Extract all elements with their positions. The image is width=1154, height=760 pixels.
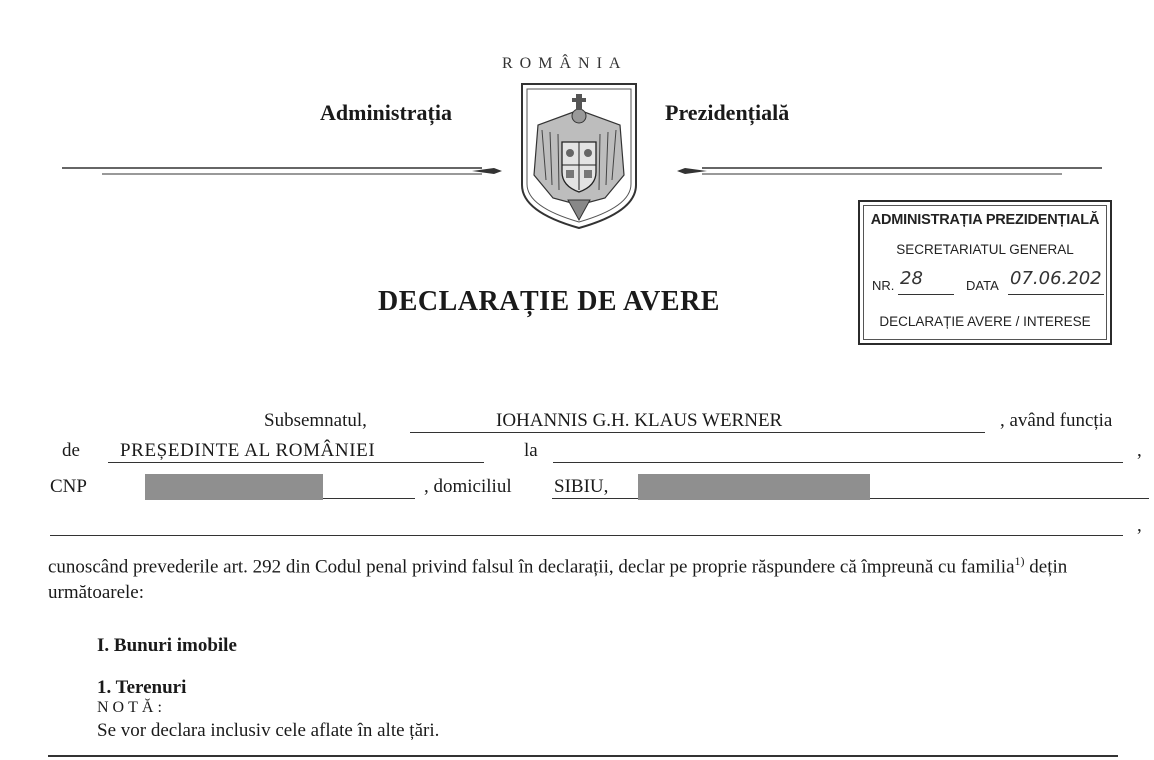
stamp-declaration-type: DECLARAȚIE AVERE / INTERESE — [879, 314, 1091, 329]
stamp-date-underline — [1008, 294, 1104, 295]
workplace-field — [553, 440, 1123, 463]
institution-name-left: Administrația — [320, 100, 452, 125]
country-heading: ROMÂNIA — [502, 55, 628, 72]
domiciliul-label: , domiciliul — [424, 476, 512, 497]
address-continuation-line — [50, 535, 1123, 536]
document-title: DECLARAȚIE DE AVERE — [378, 286, 720, 317]
avand-functia-label: , având funcția — [1000, 410, 1113, 431]
function-field — [108, 440, 484, 463]
header-divider — [62, 165, 1112, 177]
stamp-date-value: 07.06.202 — [1010, 268, 1102, 289]
name-value: IOHANNIS G.H. KLAUS WERNER — [496, 410, 783, 431]
institution-name-right: Prezidențială — [665, 100, 790, 125]
cnp-label: CNP — [50, 476, 87, 497]
coat-of-arms-icon — [518, 80, 640, 230]
address-field — [552, 476, 1149, 499]
function-value: PREȘEDINTE AL ROMÂNIEI — [120, 440, 376, 461]
section-title: I. Bunuri imobile — [97, 635, 237, 656]
comma-1: , — [1137, 440, 1142, 461]
stamp-number-date-row — [870, 268, 1106, 298]
nota-label: NOTĂ: — [97, 699, 166, 716]
address-redaction — [638, 474, 870, 500]
nota-text: Se vor declara inclusiv cele aflate în alte țări. — [97, 720, 440, 741]
name-field — [410, 410, 985, 433]
stamp-date-label: DATA — [966, 278, 999, 293]
section-divider — [48, 755, 1118, 757]
address-value: SIBIU, — [554, 476, 609, 497]
cnp-field — [145, 476, 415, 499]
subsection-title: 1. Terenuri — [97, 677, 187, 698]
stamp-institution: ADMINISTRAȚIA PREZIDENȚIALĂ — [870, 212, 1100, 228]
subsemnatul-label: Subsemnatul, — [264, 410, 367, 431]
stamp-department: SECRETARIATUL GENERAL — [896, 242, 1074, 257]
stamp-nr-underline — [898, 294, 954, 295]
declaration-text-part1: cunoscând prevederile art. 292 din Codul penal privind falsul în declarații, declar pe proprie răspundere că împreună cu familia — [48, 556, 1015, 578]
de-label: de — [62, 440, 80, 461]
la-label: la — [524, 440, 538, 461]
registration-stamp — [858, 200, 1112, 345]
stamp-nr-value: 28 — [900, 268, 923, 289]
comma-2: , — [1137, 515, 1142, 536]
stamp-nr-label: NR. — [872, 278, 895, 293]
cnp-redaction — [145, 474, 323, 500]
footnote-marker: 1) — [1014, 554, 1025, 568]
declaration-text-part2: dețin următoarele: — [48, 556, 1068, 604]
declaration-paragraph — [48, 548, 1128, 606]
